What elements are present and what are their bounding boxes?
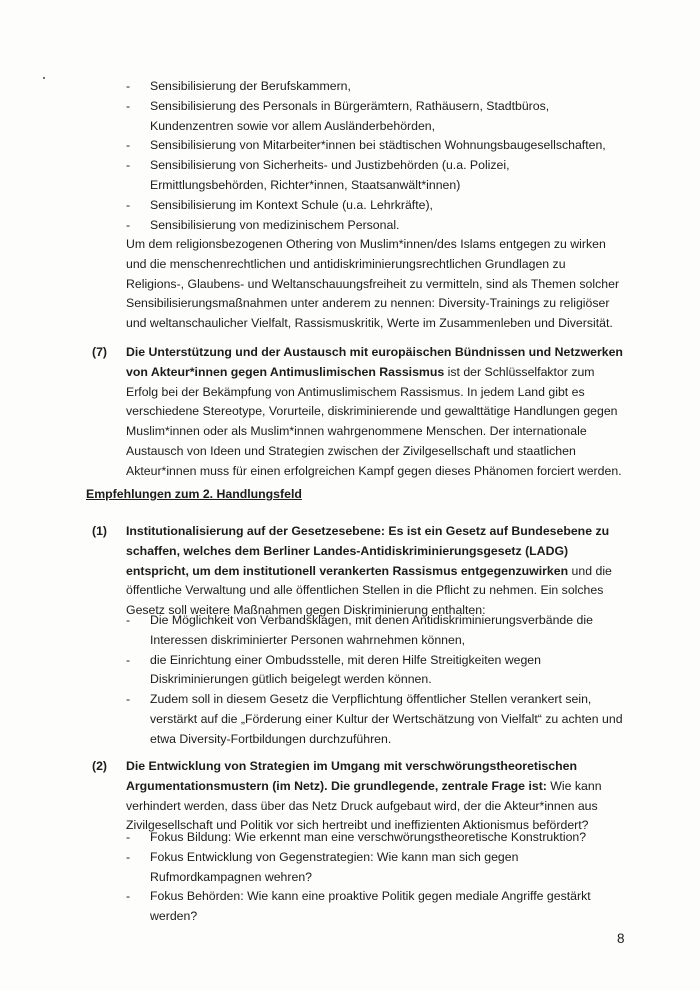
recommendation-bold: Die Entwicklung von Strategien im Umgang mit verschwörungstheoretischen Argumentationsmustern (im Netz). Die grundlegende, zentrale Frage ist: — [126, 759, 577, 793]
recommendation-bold: Die Unterstützung und der Austausch mit europäischen Bündnissen und Netzwerken von Akteur*innen gegen Antimuslimischen Rassismus — [126, 345, 623, 379]
strategy-focus-list — [126, 828, 626, 927]
list-item: - Sensibilisierung von medizinischem Personal. — [126, 217, 400, 232]
item-number: (7) — [92, 345, 108, 359]
recommendation-bold: Institutionalisierung auf der Gesetzesebene: Es ist ein Gesetz auf Bundesebene zu schaffen, welches dem Berliner Landes-Antidiskriminierungsgesetz (LADG) entspricht, um dem institutionell verankerten Rassismus entgegenzuwirken — [126, 524, 610, 578]
recommendation-text: ist der Schlüsselfaktor zum Erfolg bei der Bekämpfung von Antimuslimischem Rassismus. In jedem Land gibt es verschiedene Stereotype, Vorurteile, diskriminierende und gewalttätige Handlungen gegen Muslim*innen oder als Muslim*innen wahrgenommene Menschen. Der internationale Austausch von Ideen und Strategien zwischen der Zivilgesellschaft und staatlichen Akteur*innen muss für einen erfolgreichen Kampf gegen dieses Phänomen forciert werden. — [126, 364, 622, 478]
scan-speck — [43, 77, 45, 79]
list-item: - die Einrichtung einer Ombudsstelle, mit deren Hilfe Streitigkeiten wegen Diskriminierungen gütlich beigelegt werden können. — [126, 652, 541, 687]
list-item: - Fokus Behörden: Wie kann eine proaktive Politik gegen mediale Angriffe gestärkt werden? — [126, 889, 591, 924]
page-number: 8 — [617, 931, 625, 946]
list-item: - Sensibilisierung des Personals in Bürgerämtern, Rathäusern, Stadtbüros, Kundenzentren sowie vor allem Ausländerbehörden, — [126, 98, 550, 133]
list-item: - Sensibilisierung der Berufskammern, — [126, 79, 351, 93]
list-item: - Zudem soll in diesem Gesetz die Verpflichtung öffentlicher Stellen verankert sein, verstärkt auf die „Förderung einer Kultur der Wertschätzung von Vielfalt“ zu achten und etwa Diversity-Fortbildungen durchzuführen. — [126, 692, 623, 746]
list-item: - Fokus Bildung: Wie erkennt man eine verschwörungstheoretische Konstruktion? — [126, 830, 587, 844]
sensibilisierung-list — [126, 77, 626, 235]
list-item: - Sensibilisierung von Sicherheits- und Justizbehörden (u.a. Polizei, Ermittlungsbehörden, Richter*innen, Staatsanwält*innen) — [126, 158, 510, 192]
list-item: - Die Möglichkeit von Verbandsklagen, mit denen Antidiskriminierungsverbände die Interessen diskriminierter Personen wahrnehmen können, — [126, 613, 593, 647]
item-number: (2) — [92, 759, 108, 773]
recommendation-7 — [126, 343, 626, 482]
paragraph-othering: Um dem religionsbezogenen Othering von Muslim*innen/des Islams entgegen zu wirken und die menschenrechtlichen und antidiskriminierungsrechtlichen Grundlagen zu Religions-, Glaubens- und Weltanschauungsfreiheit zu vermitteln, sind als Themen solcher Sensibilisierungsmaßnahmen unter anderem zu nennen: Diversity-Trainings zu religiöser und weltanschaulicher Vielfalt, Rassismuskritik, Werte im Zusammenleben und Diversität. — [126, 237, 620, 331]
list-item: - Sensibilisierung im Kontext Schule (u.a. Lehrkräfte), — [126, 197, 433, 212]
list-item: - Sensibilisierung von Mitarbeiter*innen bei städtischen Wohnungsbaugesellschaften, — [126, 138, 606, 153]
recommendation-text: und die öffentliche Verwaltung und alle öffentlichen Stellen in die Pflicht zu nehmen. Ein solches Gesetz soll weitere Maßnahmen gegen Diskriminierung enthalten: — [126, 563, 612, 618]
recommendation-text: Wie kann verhindert werden, dass über das Netz Druck aufgebaut wird, der die Akteur*innen aus Zivilgesellschaft und Politik vor sich hertreibt und ineffizienten Aktionismus befördert? — [126, 778, 602, 833]
recommendation-2 — [126, 757, 626, 836]
section-heading: Empfehlungen zum 2. Handlungsfeld — [86, 487, 302, 501]
item-number: (1) — [92, 524, 108, 538]
recommendation-1 — [126, 522, 626, 621]
list-item: - Fokus Entwicklung von Gegenstrategien: Wie kann man sich gegen Rufmordkampagnen wehren? — [126, 849, 519, 884]
law-measures-list — [126, 611, 626, 750]
